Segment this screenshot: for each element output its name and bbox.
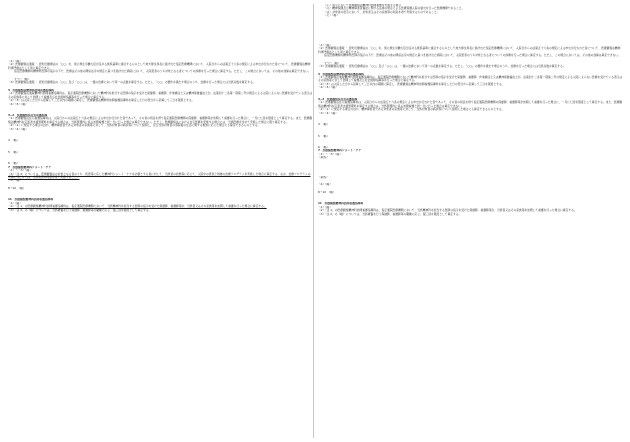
text-para-revised: （2）「注 1」の医療観察精神科訪問看護指導料は、指定通院医療機関において、当該精神科を担当する医師の指示を受けた保健師、看護師等が、当該者又はその家族等を訪問して看護を行った場合に算定する。 <box>8 204 267 209</box>
section-heading: 5 （略） <box>318 134 330 138</box>
section-heading: 7 医療観察精神科ショート・ケア <box>8 165 52 169</box>
text-para: （1）医療観察法通報精神科訪問看護指導料は、指定通院医療機関において精神科を担当する医師の指示を受けた保健師、看護師、作業療法士又は精神保健福祉士が、法第四十二条第一項第二号の規定による入院によらない医療を受けている者又はその家族等に対して訪問して看護及び社会復帰指導等を行った場合に算定する。 <box>318 74 623 83</box>
section-heading: 3 医療観察法精神科訪問看護指導料 <box>8 88 54 92</box>
text-line: 6 （略） <box>318 145 330 149</box>
block-3 <box>8 89 313 106</box>
block-1 <box>318 44 623 58</box>
text-para: （3）医療観察法通報 ・ 認知行動療法の「○○」及び「○○」は、一週の治療において同一の点数を算定する。ただし、「○○」の要件を満たす場合のうち、治療を行った場合には当該点数を算定する。 <box>8 80 256 85</box>
text-para: （2）医療観察法通報 ・ 認知行動療法の「○○」を、別に厚生労働大臣が定める施設基準に適合するものとして地方厚生局長に届け出た指定医療機関において、入院日からの法第五十六条の規定による申出が行われた者について、医療観察法精神科専門療法として別に算定できる。 <box>8 62 311 70</box>
text-line: （1）（略） <box>8 60 23 63</box>
text-para: （2）（3）は入院した日から起算して三日以内の期間に算定し、医療観察法精神科訪問看護指導料を算定した日の翌日から起算して三日を限度とする。 <box>318 81 505 86</box>
text-line: ずつ〜（略） <box>324 61 341 65</box>
text-para: （1）医療観察法在宅看護指導料は、入院日からの法第五十六条の規定による申出が行われた者であって、その者の同意を得て指定通院医療機関の保健師、看護師等が訪問して看護を行った場合に、一月に七回を限度として算定する。また、医療観察法精神科在宅患者支援管理料を算定する場合は、当該管理料に係る訪問看護と同一日に行った場合は算定できない。ただし、医療観察法における在宅医療を実施する場合には、当該医療を含めて実施した場合に限り算定する。 <box>8 116 313 124</box>
text-para: （3）「注 2」の（略）については、当該療養を行う保健師、看護師等の職種に応じ、週三回を限度として算定する。 <box>8 207 152 212</box>
text-para: （1）医療観察法通報精神科訪問看護指導料は、指定通院医療機関において精神科を担当する医師の指示を受けた保健師、看護師、作業療法士又は精神保健福祉士が、法第四十二条第一項第二号の規定による入院によらない医療を受けている者又はその家族等に対して訪問して看護及び社会復帰指導等を行った場合に算定する。 <box>8 91 313 99</box>
section-heading: 5 （略） <box>8 150 20 154</box>
text-line: （1）（略） <box>8 201 23 205</box>
text-para: （1）医療観察法在宅看護指導料は、入院日からの法第五十六条の規定による申出が行われた者であって、その者の同意を得て指定通院医療機関の保健師、看護師等が訪問して看護を行った場合に、一月に七回を限度として算定する。また、医療観察法精神科在宅患者支援管理料を算定する場合は、当該管理料に係る訪問看護と同一日に行った場合は算定できない。 <box>318 100 623 108</box>
text-line: （3）（4）（略） <box>318 111 338 115</box>
block-7 <box>8 162 313 183</box>
text-line: （1）〜（3）（略） <box>318 152 343 156</box>
text-para: 指定医療機関の精神科医師の指示の下で、医療法その他の関係法令の規定に基づき届け出た病院において、入院患者のうち対象となる者についての診療を行った場合に算定する。ただし、この場合においては、その他の加算は算定できない。 <box>324 53 621 58</box>
block-1 <box>8 60 313 74</box>
section-heading: 11 医療観察精神科訪問看護指導料 <box>318 202 364 206</box>
block-11 <box>8 198 313 212</box>
text-line: （1）（略） <box>318 205 333 209</box>
text-para: （3）医療観察法通報 ・ 認知行動療法の「○○」及び「○○」は、一週の治療において同一の点数を算定する。ただし、「○○」の要件を満たす場合のうち、治療を行った場合には当該点数を算定する。 <box>318 64 566 69</box>
text-para: （3）「注 2」の（略）については、当該療養を行う保健師、看護師等の職種に応じ、週三回を限度として算定する。 <box>318 211 462 216</box>
section-heading: 3 医療観察法精神科訪問看護指導料 <box>318 72 364 76</box>
text-line: （5）（略） <box>8 179 23 183</box>
text-line: （3）（4）（略） <box>8 127 28 131</box>
block-2 <box>318 62 623 69</box>
column-divider <box>313 4 314 438</box>
text-para-revised: （4）「注 4」については、医療観察法の対象となる者のうち、疾患等に応じた精神科ショート・ケアを必要とする者に対して、当該者の状態等に応じて、入院中の患者と同様の治療プログラムを実施した場合に算定する。なお、治療プログラムの実施に当たっては、当該患者の同意を得て実施すること。 <box>8 171 311 179</box>
text-line: （1）〜（3）（略） <box>8 169 33 173</box>
section-heading: 4 （略） <box>318 123 330 127</box>
block-7 <box>318 146 623 160</box>
block-7b <box>318 176 623 187</box>
section-heading: 11 医療観察精神科訪問看護指導料 <box>8 198 54 202</box>
block-0 <box>318 4 623 18</box>
section-heading: 4 （略） <box>8 139 20 143</box>
section-heading: 8〜10 （略） <box>318 190 336 194</box>
new-establishment-note: （新設） <box>318 156 329 160</box>
section-heading: 3−2 医療観察法在宅看護指導 <box>318 97 358 101</box>
new-establishment-note: （新設） <box>318 175 329 179</box>
left-column <box>8 4 313 212</box>
text-para: （は）対象者の居宅において、対象者又はその家族等の同意を得て実施するものであること。 <box>324 9 440 14</box>
text-line: （4）（5）（略） <box>318 86 338 90</box>
text-para: （2）医療観察法通報 ・ 認知行動療法の「○○」を、別に厚生労働大臣が定める施設基準に適合するものとして地方厚生局長に届け出た指定医療機関において、入院日からの法第五十六条の規定による申出が行われた者について、医療観察法精神科専門療法として別に算定できる。 <box>318 46 621 54</box>
text-para: （2）「注 1」の医療観察精神科訪問看護指導料は、指定通院医療機関において、当該精神科を担当する医師の指示を受けた保健師、看護師等が、当該者又はその家族等を訪問して看護を行った場合に算定する。 <box>318 208 577 213</box>
text-para: （2）（3）は入院した日から起算して三日以内の期間に算定し、医療観察法精神科訪問看護指導料を算定した日の翌日から起算して三日を限度とする。 <box>8 98 195 103</box>
section-heading: 7 医療観察精神科ショート・ケア <box>318 149 362 153</box>
section-heading: 3−2 医療観察法在宅看護指導 <box>8 113 48 117</box>
section-heading: 8〜10 （略） <box>8 186 26 190</box>
text-line: （1）（略） <box>318 43 333 47</box>
block-4 <box>8 114 313 131</box>
text-line: （4）（略） <box>318 183 333 187</box>
text-line: （い）居宅において医療観察法精神科訪問看護を実施する場合 <box>324 4 401 7</box>
text-para: （ろ）精神保健及び精神障害者福祉に関する法律の規定による医療保護入院の届出を行った医療機関であること。 <box>324 6 465 11</box>
text-para: 指定医療機関の精神科医師の指示の下で、医療法その他の関係法令の規定に基づき届け出た病院において、入院患者のうち対象となる者についての診療を行った場合に算定する。ただし、この場合においては、その他の加算は算定できない。 <box>14 69 311 74</box>
block-11 <box>318 202 623 216</box>
block-4 <box>318 98 623 115</box>
text-para: （2）（1）に規定する場合のほか、精神障害者である対象者の家族等に対して、当該対象者の病状等について説明し、及び当該対象者の退院後の生活に関する相談に応じた場合にも算定できるものとする。 <box>8 123 261 128</box>
text-para: （2）（1）に規定する場合のほか、精神障害者である対象者の家族等に対して、当該対象者の病状等について説明した場合にも算定できるものとする。 <box>318 107 505 112</box>
text-line: （に）（略） <box>324 14 340 18</box>
text-line: ずつ〜（略） <box>14 77 31 81</box>
text-line: （4）（5）（略） <box>8 102 28 106</box>
block-2 <box>8 78 313 85</box>
right-column <box>318 4 623 216</box>
block-3 <box>318 73 623 90</box>
text-line: 6 （略） <box>8 162 20 166</box>
